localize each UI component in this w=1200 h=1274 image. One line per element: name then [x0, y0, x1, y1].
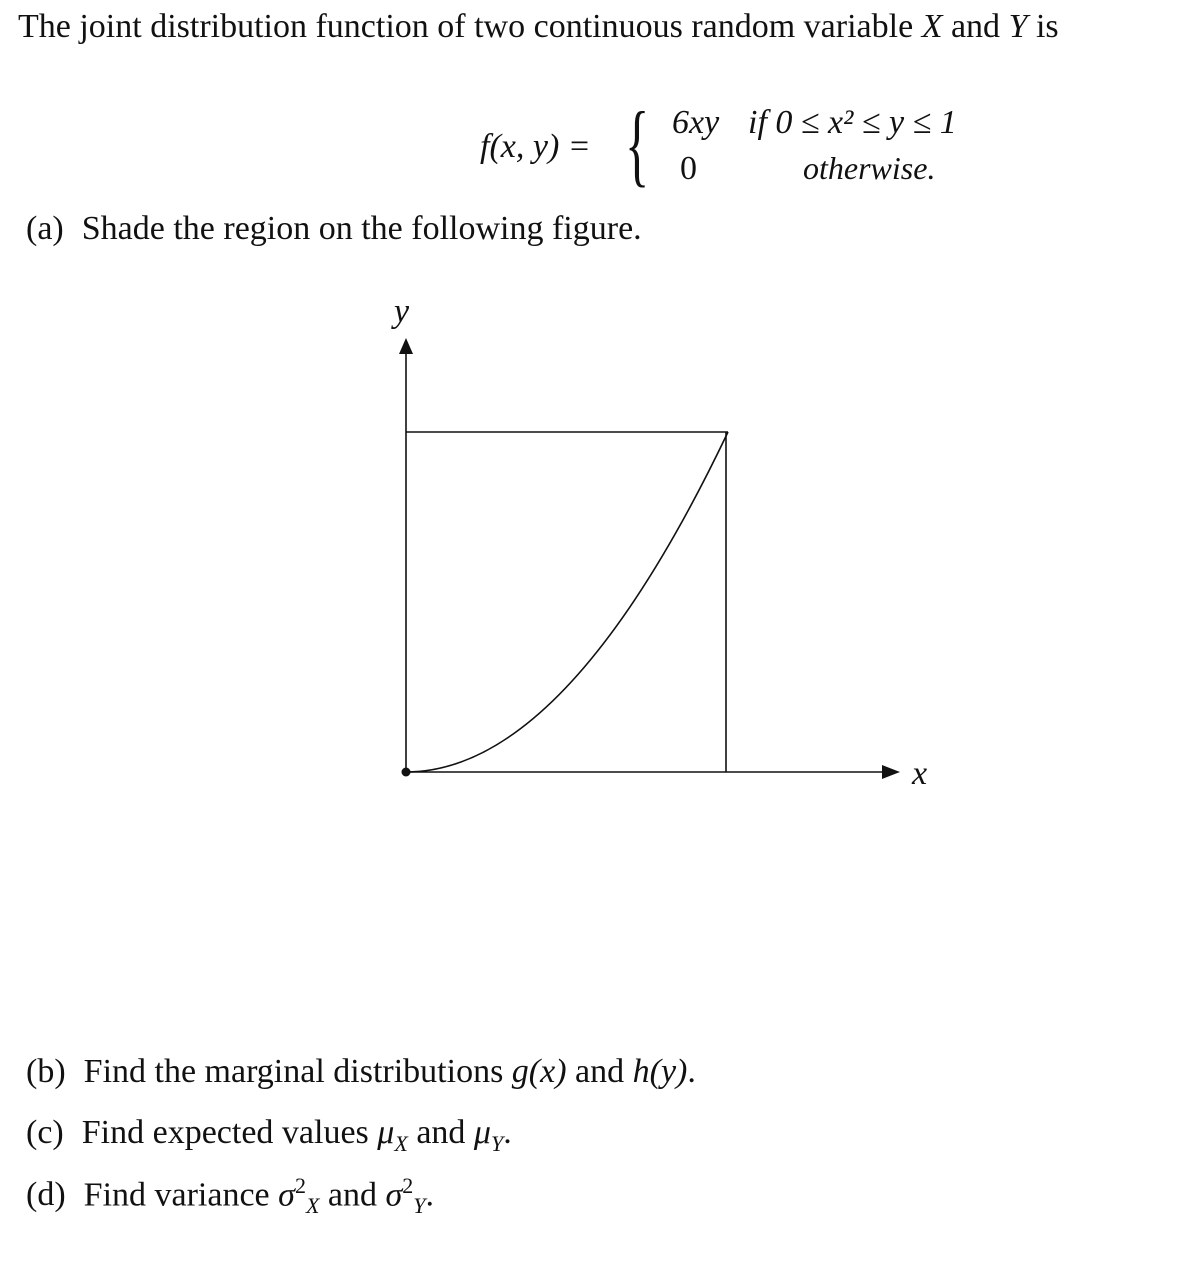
question-d-and: and	[319, 1176, 386, 1214]
question-a-text: Shade the region on the following figure.	[81, 210, 642, 247]
intro-sentence	[18, 8, 1059, 46]
question-d-sub-x: X	[305, 1193, 320, 1219]
question-d-sigma-y: σ	[385, 1176, 403, 1214]
question-c-and: and	[407, 1114, 474, 1151]
question-b-g: g(x)	[511, 1053, 567, 1090]
equation-case1-condition: if 0 ≤ x² ≤ y ≤ 1	[748, 104, 957, 141]
intro-text-start: The joint distribution function of two continuous random variable	[18, 8, 922, 45]
question-c-text: Find expected values	[81, 1114, 378, 1151]
question-b-label: (b)	[26, 1053, 66, 1090]
intro-var-y: Y	[1008, 8, 1028, 45]
question-d-sub-y: Y	[413, 1193, 426, 1219]
question-b-h: h(y)	[632, 1053, 688, 1090]
question-b	[26, 1053, 696, 1091]
equation-lhs: f(x, y) =	[480, 128, 591, 165]
equation-case2-value: 0	[680, 150, 697, 187]
question-c-sub-y: Y	[490, 1130, 504, 1156]
question-b-end: .	[687, 1053, 696, 1090]
x-axis-label: x	[912, 755, 928, 792]
question-a-label: (a)	[26, 210, 64, 247]
question-c-label: (c)	[26, 1114, 64, 1151]
intro-var-x: X	[921, 8, 943, 45]
question-c-sub-x: X	[394, 1130, 408, 1156]
region-figure	[360, 290, 960, 810]
y-axis-arrow	[399, 338, 413, 354]
question-b-and: and	[566, 1053, 633, 1090]
question-c-mu-y: μ	[473, 1114, 491, 1151]
question-c-end: .	[503, 1114, 512, 1151]
intro-text-end: is	[1027, 8, 1059, 45]
equation-case1-value: 6xy	[672, 104, 720, 141]
question-d-sigma-x: σ	[278, 1176, 295, 1214]
question-a	[26, 210, 642, 248]
equation-brace: {	[625, 93, 650, 195]
question-d-label: (d)	[26, 1176, 66, 1214]
x-axis-arrow	[882, 765, 900, 779]
intro-text-and: and	[942, 8, 1009, 45]
y-axis-label: y	[394, 293, 410, 330]
question-d-sup-y: 2	[402, 1173, 414, 1198]
equation-case2-condition: otherwise.	[803, 150, 936, 186]
question-d-end: .	[425, 1176, 435, 1214]
question-d	[26, 1173, 434, 1219]
curve-y-equals-x-squared	[406, 432, 728, 772]
question-c	[26, 1114, 512, 1157]
question-b-text: Find the marginal distributions	[83, 1053, 512, 1090]
question-d-text: Find variance	[83, 1176, 279, 1214]
question-d-sup-x: 2	[294, 1173, 306, 1198]
question-c-mu-x: μ	[377, 1114, 395, 1151]
